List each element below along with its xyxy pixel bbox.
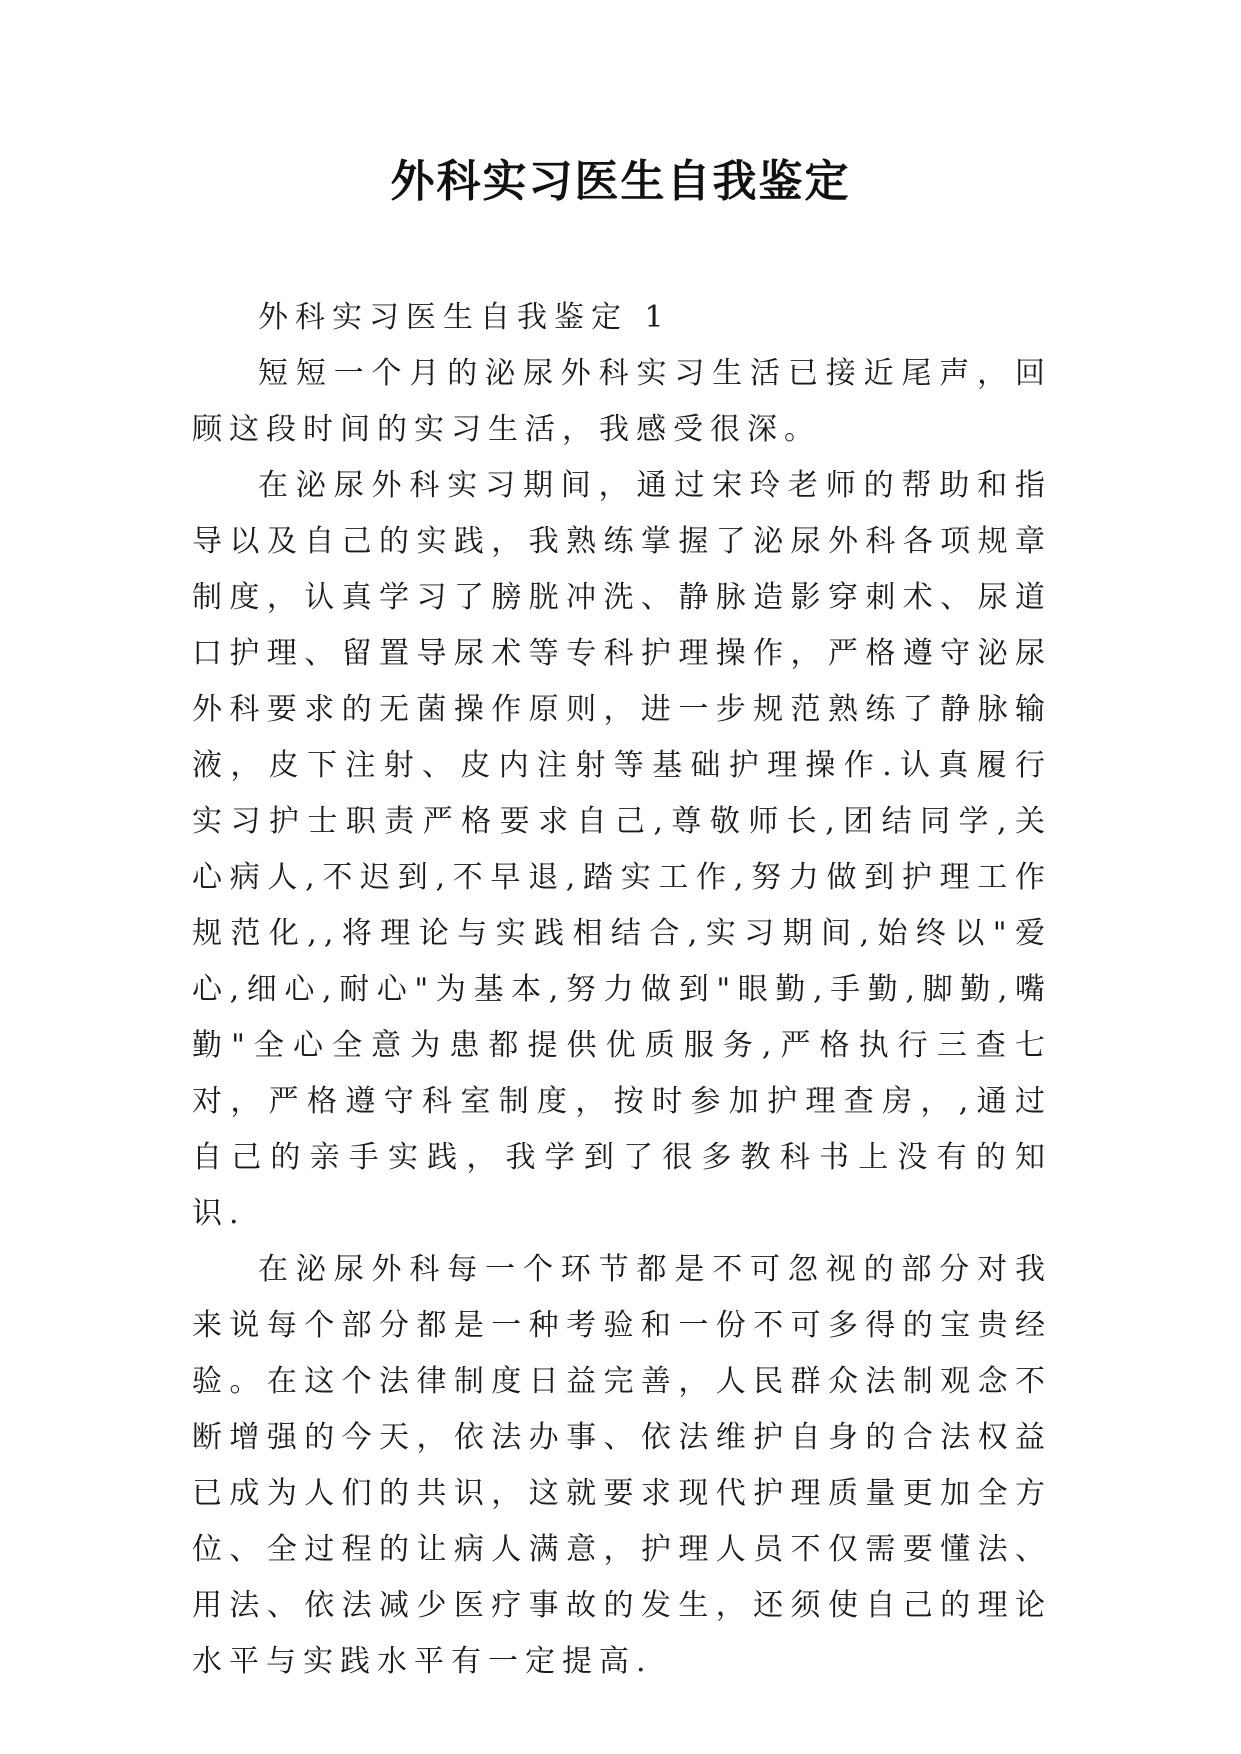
paragraph-1: 短短一个月的泌尿外科实习生活已接近尾声，回顾这段时间的实习生活，我感受很深。 (192, 356, 1052, 447)
section-heading: 外科实习医生自我鉴定 1 (258, 300, 671, 335)
paragraph-3: 在泌尿外科每一个环节都是不可忽视的部分对我来说每个部分都是一种考验和一份不可多得的宝贵经验。在这个法律制度日益完善，人民群众法制观念不断增强的今天，依法办事、依法维护自身的合法权益已成为人们的共识，这就要求现代护理质量更加全方位、全过程的让病人满意，护理人员不仅需要懂法、用法、依法减少医疗事故的发生，还须使自己的理论水平与实践水平有一定提高. (192, 1252, 1052, 1679)
paragraph-2: 在泌尿外科实习期间，通过宋玲老师的帮助和指导以及自己的实践，我熟练掌握了泌尿外科各项规章制度，认真学习了膀胱冲洗、静脉造影穿刺术、尿道口护理、留置导尿术等专科护理操作，严格遵守泌尿外科要求的无菌操作原则，进一步规范熟练了静脉输液，皮下注射、皮内注射等基础护理操作.认真履行实习护士职责严格要求自己,尊敬师长,团结同学,关心病人,不迟到,不早退,踏实工作,努力做到护理工作规范化,,将理论与实践相结合,实习期间,始终以"爱心,细心,耐心"为基本,努力做到"眼勤,手勤,脚勤,嘴勤"全心全意为患都提供优质服务,严格执行三查七对，严格遵守科室制度，按时参加护理查房，,通过自己的亲手实践，我学到了很多教科书上没有的知识. (192, 468, 1052, 1231)
document-title: 外科实习医生自我鉴定 (390, 156, 851, 207)
document-body (192, 290, 1052, 1690)
